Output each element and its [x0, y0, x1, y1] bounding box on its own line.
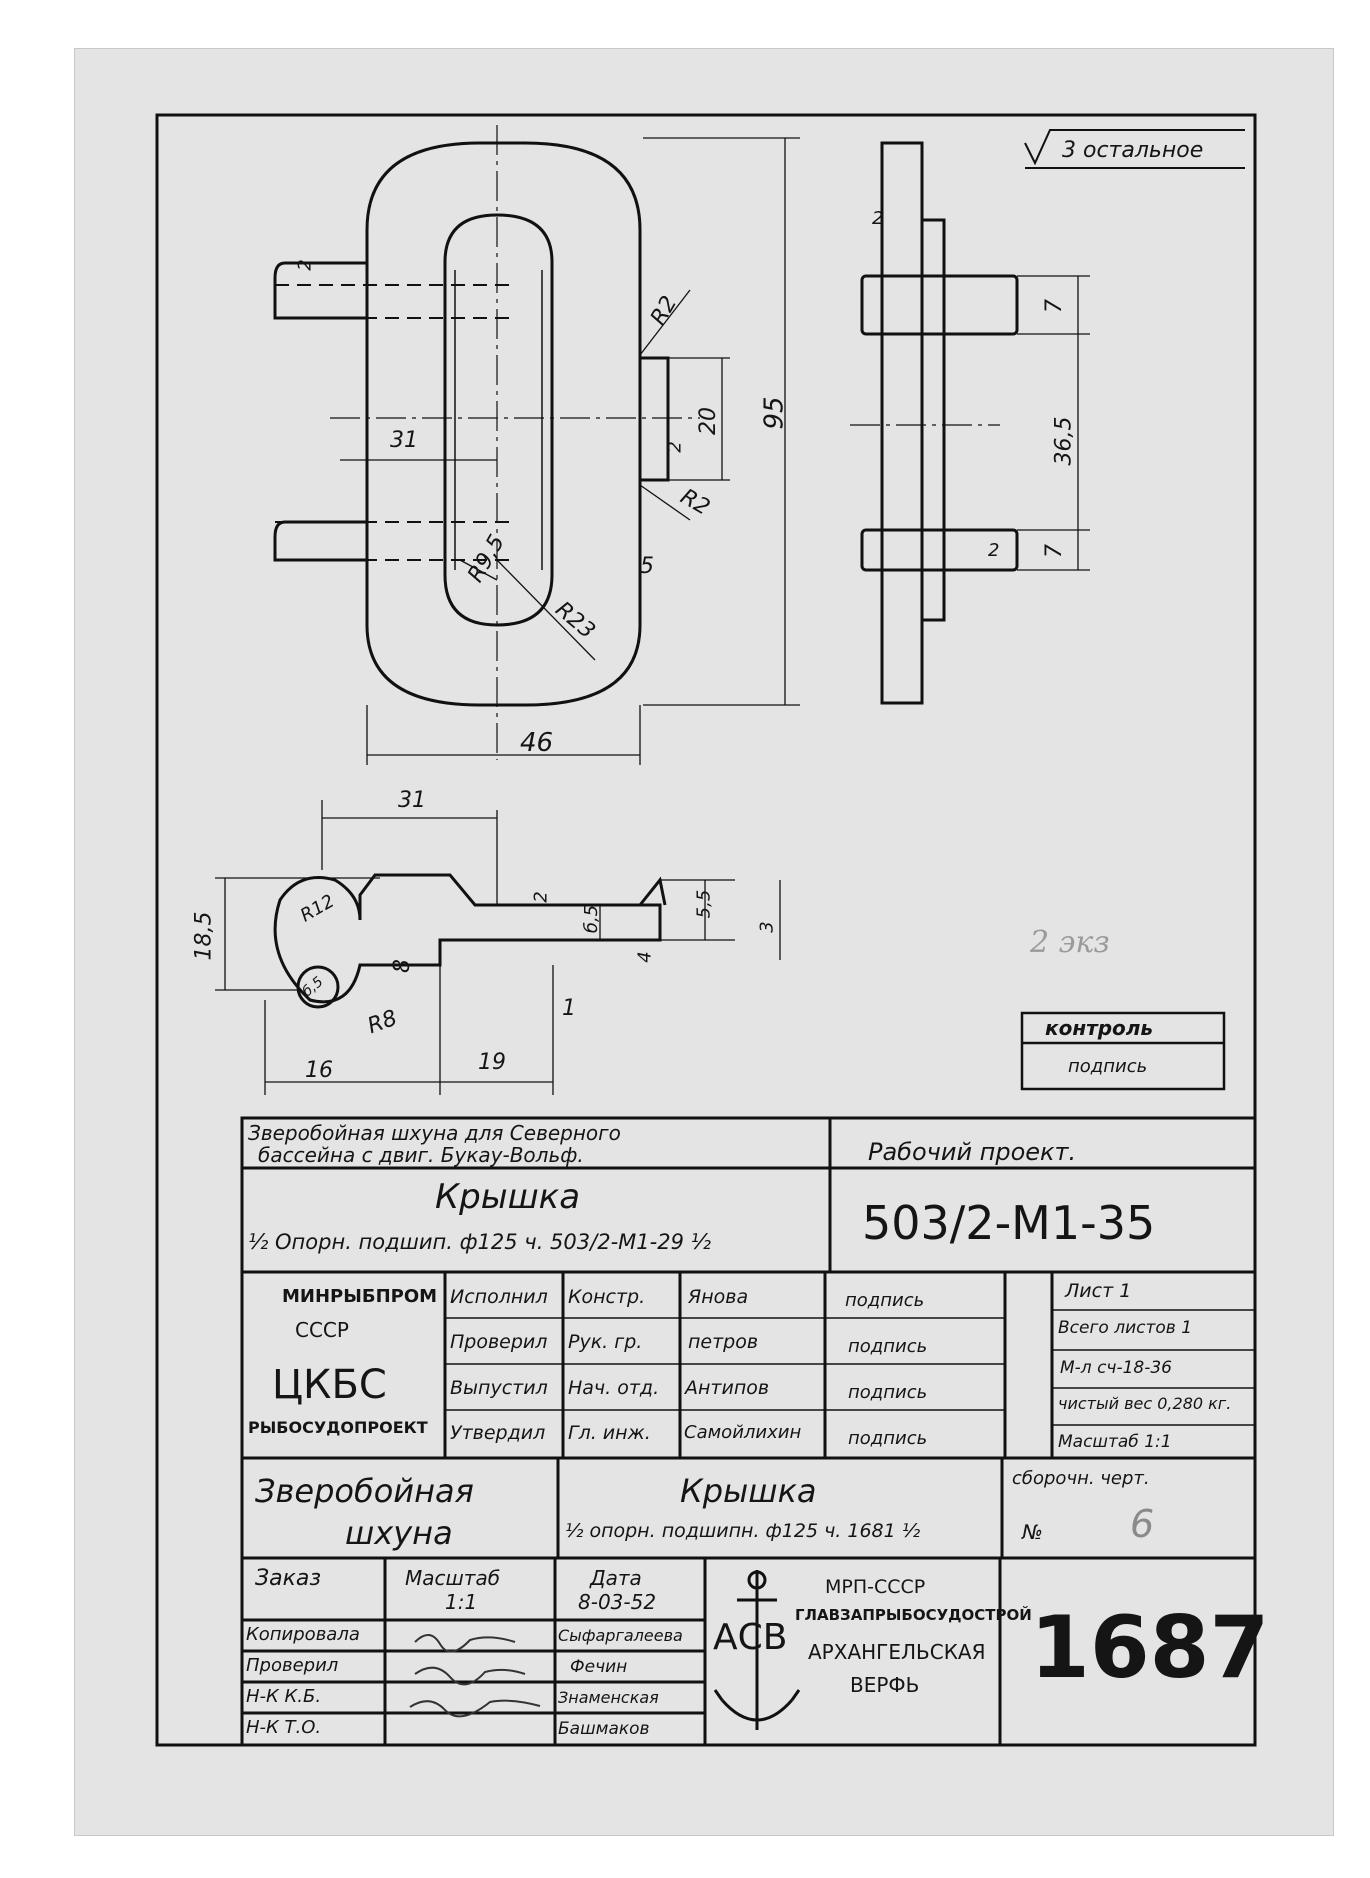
part-spec: ½ Опорн. подшип. ф125 ч. 503/2-М1-29 ½	[248, 1230, 711, 1254]
role-row2-name: петров	[688, 1331, 759, 1353]
role-row3-name: Антипов	[685, 1377, 770, 1399]
scale-info: Масштаб 1:1	[1058, 1432, 1172, 1452]
dim-side-roughness: 2	[988, 540, 1000, 561]
role-row2-role: Проверил	[450, 1331, 548, 1353]
dim-plan-31: 31	[390, 428, 418, 453]
right-boss	[640, 358, 668, 480]
document-number: 503/2-М1-35	[862, 1196, 1156, 1250]
date-value: 8-03-52	[578, 1590, 657, 1614]
role-row2-sign: подпись	[848, 1336, 928, 1357]
org-ministry: МИНРЫБПРОМ	[282, 1286, 438, 1307]
dim-plan-95: 95	[759, 396, 790, 430]
dim-profile-18-5: 18,5	[191, 911, 217, 961]
part-name: Крышка	[435, 1177, 581, 1217]
dim-profile-r12: R12	[296, 890, 339, 927]
dim-plan-r9-5: R9,5	[463, 530, 511, 587]
dim-plan-r2-upper: R2	[646, 291, 683, 330]
dim-profile-6-5: б,5	[581, 904, 603, 934]
dim-profile-1: 1	[562, 996, 576, 1021]
control-stamp-signature: подпись	[1068, 1056, 1148, 1077]
part-spec-2: ½ опорн. подшипн. ф125 ч. 1681 ½	[565, 1520, 921, 1542]
role-row4-role: Утвердил	[450, 1422, 546, 1444]
date-label: Дата	[590, 1566, 642, 1590]
vessel-description-line2: бассейна с двиг. Букау-Вольф.	[258, 1143, 584, 1167]
yard-line4: ВЕРФЬ	[850, 1673, 920, 1697]
inner-slot	[445, 215, 552, 625]
dim-plan-r23: R23	[550, 597, 600, 645]
order-label: Заказ	[255, 1566, 322, 1591]
material: М-л сч-18-36	[1060, 1358, 1172, 1378]
vessel-short-line1: Зверобойная	[255, 1472, 474, 1510]
role-row3-sign: подпись	[848, 1382, 928, 1403]
bottom-row1-name: Сыфаргалеева	[558, 1626, 683, 1645]
signature-scribbles	[390, 1622, 550, 1742]
bottom-row4-name: Башмаков	[558, 1719, 650, 1739]
dim-plan-46: 46	[520, 728, 554, 758]
vessel-description-line1: Зверобойная шхуна для Северного	[248, 1121, 621, 1145]
bottom-row2-label: Проверил	[246, 1655, 339, 1676]
upper-lug-side	[862, 276, 1017, 334]
bottom-row2-name: Фечин	[570, 1657, 628, 1677]
surface-finish-label: 3 остальное	[1062, 138, 1204, 163]
dim-plan-roughness-2: 2	[664, 441, 686, 453]
bottom-row3-name: Знаменская	[558, 1688, 659, 1707]
role-row3-post: Нач. отд.	[568, 1377, 660, 1399]
part-name-2: Крышка	[680, 1472, 817, 1510]
yard-line1: МРП-СССР	[825, 1576, 926, 1598]
dim-plan-roughness-3: 2	[872, 208, 884, 229]
dim-profile-19: 19	[478, 1050, 506, 1075]
assembly-number: 6	[1130, 1502, 1155, 1546]
upper-lug	[275, 263, 367, 318]
scale-value: 1:1	[445, 1590, 478, 1614]
handwritten-copies-note: 2 экз	[1030, 925, 1110, 960]
bottom-row4-label: Н-К Т.О.	[246, 1717, 322, 1738]
org-country: СССР	[295, 1318, 349, 1342]
control-stamp-label: контроль	[1045, 1016, 1154, 1040]
dim-plan-5: 5	[640, 554, 654, 579]
role-row1-role: Исполнил	[450, 1286, 548, 1308]
role-row4-post: Гл. инж.	[568, 1422, 651, 1444]
dim-plan-roughness-1: 2	[294, 259, 316, 271]
role-row2-post: Рук. гр.	[568, 1331, 643, 1353]
role-row3-role: Выпустил	[450, 1377, 548, 1399]
dim-side-7-lower: 7	[1042, 544, 1067, 558]
plan-view	[275, 125, 800, 765]
org-bureau: ЦКБС	[272, 1362, 387, 1408]
project-stage: Рабочий проект.	[868, 1138, 1077, 1166]
dim-plan-20: 20	[696, 407, 721, 435]
vessel-short-line2: шхуна	[345, 1514, 453, 1552]
org-bureau-sub: РЫБОСУДОПРОЕКТ	[248, 1418, 428, 1437]
dim-side-7-upper: 7	[1042, 299, 1067, 313]
role-row1-sign: подпись	[845, 1290, 925, 1311]
yard-line2: ГЛАВЗАПРЫБОСУДОСТРОЙ	[795, 1606, 1032, 1624]
assembly-drawing-label: сборочн. черт.	[1012, 1468, 1150, 1489]
side-rib	[922, 220, 944, 620]
profile-contour	[275, 875, 660, 1002]
net-weight: чистый вес 0,280 кг.	[1058, 1394, 1232, 1413]
role-row4-name: Самойлихин	[684, 1422, 802, 1443]
lower-lug	[275, 522, 367, 560]
dim-profile-31: 31	[398, 788, 426, 813]
dim-side-36-5: 36,5	[1051, 416, 1077, 466]
dim-profile-16: 16	[305, 1058, 333, 1083]
dim-profile-bore: б,5	[299, 973, 327, 1001]
dim-profile-4: 4	[634, 951, 656, 963]
dim-profile-5-5: 5,5	[693, 889, 715, 919]
side-plate	[882, 143, 922, 703]
role-row4-sign: подпись	[848, 1428, 928, 1449]
dim-profile-roughness: 2	[530, 891, 552, 903]
yard-line3: АРХАНГЕЛЬСКАЯ	[808, 1640, 986, 1664]
dim-profile-r8: R8	[364, 1005, 401, 1040]
outer-contour	[367, 143, 640, 705]
assembly-number-label: №	[1022, 1520, 1043, 1544]
scale-label: Масштаб	[405, 1566, 501, 1590]
dim-plan-r2-lower: R2	[675, 484, 714, 521]
yard-logo-letters: АСВ	[713, 1617, 788, 1658]
bottom-row1-label: Копировала	[246, 1624, 360, 1645]
dim-profile-8: 8	[390, 959, 415, 973]
total-sheets: Всего листов 1	[1058, 1318, 1193, 1338]
role-row1-name: Янова	[688, 1286, 749, 1308]
bottom-row3-label: Н-К К.Б.	[246, 1686, 322, 1707]
archive-number: 1687	[1030, 1598, 1270, 1698]
sheet-number: Лист 1	[1065, 1280, 1132, 1302]
dim-profile-3: 3	[756, 921, 778, 933]
role-row1-post: Констр.	[568, 1286, 646, 1308]
